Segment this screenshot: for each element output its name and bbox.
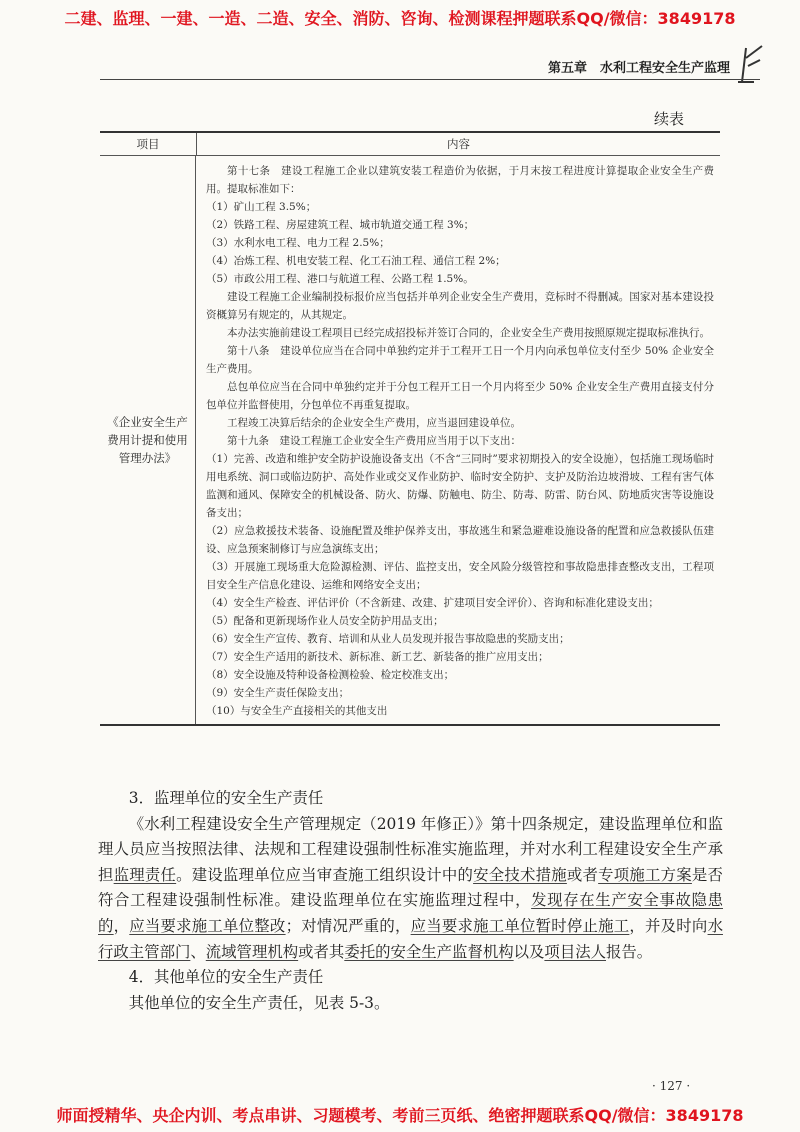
- chapter-mark-icon: [734, 36, 764, 84]
- content-line: （1）矿山工程 3.5%；: [206, 201, 317, 213]
- underlined-phrase: 安全技术措施: [473, 865, 567, 884]
- content-line: （6）安全生产宣传、教育、培训和从业人员发现并报告事故隐患的奖励支出；: [206, 633, 570, 645]
- section-3-paragraph: [98, 812, 723, 966]
- section-3: [98, 786, 723, 1016]
- header-rule: [100, 79, 760, 80]
- text-segment: 是否符合工程建设强制性标准。建设监理单位在实施监理过程中，: [98, 865, 723, 910]
- text-segment: 以及: [513, 942, 545, 961]
- underlined-phrase: 监理责任: [113, 865, 177, 884]
- underlined-phrase: 应当要求施工单位整改: [129, 916, 286, 935]
- content-line: （9）安全生产责任保险支出；: [206, 687, 350, 699]
- text-segment: 报告。: [606, 942, 653, 961]
- top-banner: 二建、监理、一建、一造、二造、安全、消防、咨询、检测课程押题联系QQ/微信：3849178: [64, 9, 736, 28]
- content-line: （4）安全生产检查、评估评价（不含新建、改建、扩建项目安全评价）、咨询和标准化建设支出；: [206, 597, 659, 609]
- regulation-table: [100, 131, 720, 726]
- content-line: 建设工程施工企业编制投标报价应当包括并单列企业安全生产费用，竞标时不得删减。国家对基本建设投资概算另有规定的，从其规定。: [206, 291, 714, 321]
- text-segment: 、: [190, 942, 206, 961]
- underlined-phrase: 专项施工方案: [598, 865, 692, 884]
- content-line: （7）安全生产适用的新技术、新标准、新工艺、新装备的推广应用支出；: [206, 651, 549, 663]
- content-line: （3）水利水电工程、电力工程 2.5%；: [206, 237, 390, 249]
- underlined-phrase: 发现存在生产安全事故隐患的: [98, 891, 723, 935]
- content-line: （2）铁路工程、房屋建筑工程、城市轨道交通工程 3%；: [206, 219, 475, 231]
- content-line: （10）与安全生产直接相关的其他支出: [206, 705, 388, 717]
- table-continued-label: 续表: [654, 110, 685, 128]
- page-number: · 127 ·: [652, 1079, 691, 1093]
- content-line: 第十九条 建设工程施工企业安全生产费用应当用于以下支出：: [227, 435, 521, 447]
- underlined-phrase: 委托的安全生产监督机构: [344, 942, 514, 961]
- content-line: （3）开展施工现场重大危险源检测、评估、监控支出，安全风险分级管控和事故隐患排查整改支出，工程项目安全生产信息化建设、运维和网络安全支出；: [206, 561, 714, 591]
- underlined-phrase: 水行政主管部门: [98, 916, 723, 961]
- underlined-phrase: 流域管理机构: [205, 942, 299, 961]
- underlined-phrase: 应当要求施工单位暂时停止施工: [410, 916, 630, 935]
- text-segment: ，: [113, 916, 130, 935]
- bottom-banner: 师面授精华、央企内训、考点串讲、习题模考、考前三页纸、绝密押题联系QQ/微信：3849178: [56, 1106, 744, 1125]
- content-line: 本办法实施前建设工程项目已经完成招投标并签订合同的，企业安全生产费用按照原规定提取标准执行。: [227, 327, 710, 339]
- table-row: [100, 156, 720, 724]
- section-3-heading: 3．监理单位的安全生产责任: [128, 789, 324, 807]
- content-line: （2）应急救援技术装备、设施配置及维护保养支出，事故逃生和紧急避难设施设备的配置和应急救援队伍建设、应急预案制修订与应急演练支出；: [206, 525, 714, 555]
- text-segment: ，并及时向: [629, 916, 708, 935]
- column-header-item: 项目: [100, 133, 197, 155]
- content-line: （4）冶炼工程、机电安装工程、化工石油工程、通信工程 2%；: [206, 255, 506, 267]
- text-segment: 《水利工程建设安全生产管理规定（2019 年修正）》第十四条规定，建设监理单位和监理人员应当按照法律、法规和工程建设强制性标准实施监理，并对水利工程建设安全生产承担: [98, 814, 723, 884]
- text-segment: 或者: [566, 865, 599, 884]
- content-line: 第十七条 建设工程施工企业以建筑安装工程造价为依据，于月末按工程进度计算提取企业安全生产费用。提取标准如下：: [206, 165, 714, 195]
- text-segment: 或者其: [298, 942, 345, 961]
- content-line: 总包单位应当在合同中单独约定并于分包工程开工日一个月内将至少 50% 企业安全生产费用直接支付分包单位并监督使用，分包单位不再重复提取。: [206, 381, 714, 411]
- column-header-content: 内容: [447, 137, 470, 151]
- chapter-title: 第五章 水利工程安全生产监理: [547, 61, 730, 76]
- underlined-phrase: 项目法人: [544, 942, 606, 961]
- section-4-heading: 4．其他单位的安全生产责任: [128, 968, 324, 987]
- section-4-paragraph: 其他单位的安全生产责任，见表 5-3。: [128, 993, 390, 1012]
- text-segment: 。建设监理单位应当审查施工组织设计中的: [176, 865, 474, 884]
- item-name: 《企业安全生产费用计提和使用管理办法》: [107, 415, 188, 465]
- content-line: （1）完善、改造和维护安全防护设施设备支出（不含“三同时”要求初期投入的安全设施），包括施工现场临时用电系统、洞口或临边防护、高处作业或交叉作业防护、临时安全防护、支护及防治边坡滑坡、工程有害气体监测和通风、保障安全的机械设备、防火、防爆、防触电、防尘、防毒、防雷、防台风、防地质灾害等设施设备支出；: [206, 453, 714, 519]
- content-line: 工程竣工决算后结余的企业安全生产费用，应当退回建设单位。: [227, 417, 521, 429]
- content-line: （5）市政公用工程、港口与航道工程、公路工程 1.5%。: [206, 273, 474, 285]
- content-line: 第十八条 建设单位应当在合同中单独约定并于工程开工日一个月内向承包单位支付至少 50% 企业安全生产费用。: [206, 345, 714, 375]
- content-line: （8）安全设施及特种设备检测检验、检定校准支出；: [206, 669, 455, 681]
- table-header-row: [100, 133, 720, 156]
- text-segment: ；对情况严重的，: [285, 916, 411, 935]
- content-cell: [196, 156, 720, 724]
- item-cell: [100, 156, 196, 724]
- content-line: （5）配备和更新现场作业人员安全防护用品支出；: [206, 615, 444, 627]
